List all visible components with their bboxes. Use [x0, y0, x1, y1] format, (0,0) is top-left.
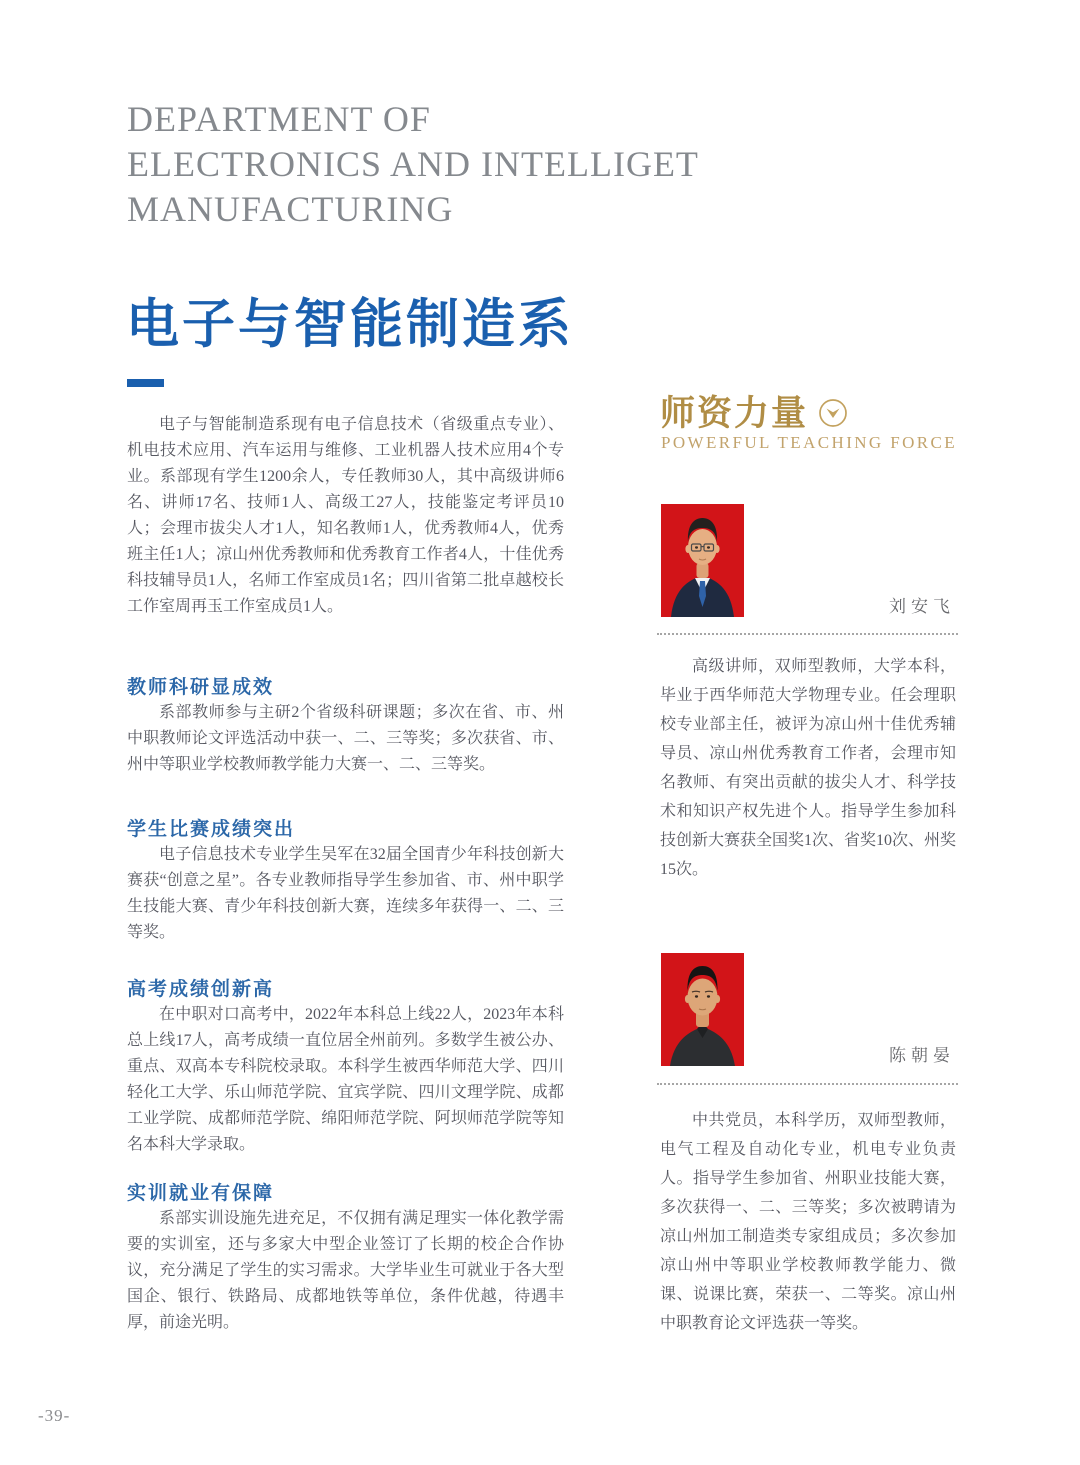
teacher-bio-chen-chaoyan: 中共党员，本科学历，双师型教师，电气工程及自动化专业，机电专业负责人。指导学生参加省、州职业技能大赛，多次获得一、二、三等奖；多次被聘请为凉山州加工制造类专家组成员；多次参加凉山州中等职业学校教师教学能力、微课、说课比赛，荣获一、二等奖。凉山州中职教育论文评选获一等奖。 — [660, 1112, 956, 1332]
department-title-en-line1: DEPARTMENT OF — [127, 99, 431, 139]
faculty-heading-zh: 师资力量 — [660, 394, 809, 433]
teacher-name-chen-chaoyan: 陈朝晏 — [889, 1046, 955, 1065]
section-body-research: 系部教师参与主研2个省级科研课题；多次在省、市、州中职教师论文评选活动中获一、二、三等奖；多次获省、市、州中等职业学校教师教学能力大赛一、二、三等奖。 — [127, 704, 564, 773]
section-body-exam: 在中职对口高考中，2022年本科总上线22人，2023年本科总上线17人，高考成绩一直位居全州前列。多数学生被公办、重点、双高本专科院校录取。本科学生被西华师范大学、四川轻化工大学、乐山师范学院、宜宾学院、四川文理学院、成都工业学院、成都师范学院、绵阳师范学院、阿坝师范学院等知名本科大学录取。 — [127, 1006, 564, 1153]
department-title-en-line2: ELECTRONICS AND INTELLIGET — [127, 144, 699, 184]
page-number: -39- — [38, 1406, 71, 1425]
section-body-competition: 电子信息技术专业学生吴军在32届全国青少年科技创新大赛获“创意之星”。各专业教师指导学生参加省、市、州中职学生技能大赛、青少年科技创新大赛，连续多年获得一、二、三等奖。 — [127, 846, 564, 941]
title-dash-divider — [127, 379, 164, 387]
faculty-heading — [660, 386, 980, 436]
section-heading-employment: 实训就业有保障 — [127, 1183, 275, 1204]
circle-chevron-down-icon — [818, 398, 848, 428]
section-heading-research: 教师科研显成效 — [127, 677, 275, 698]
teacher-name-liu-anfei: 刘安飞 — [889, 597, 955, 616]
department-title-en — [127, 97, 827, 232]
dotted-divider — [657, 633, 958, 635]
section-body-employment: 系部实训设施先进充足，不仅拥有满足理实一体化教学需要的实训室，还与多家大中型企业签订了长期的校企合作协议，充分满足了学生的实习需求。大学毕业生可就业于各大型国企、银行、铁路局、成都地铁等单位，条件优越，待遇丰厚，前途光明。 — [127, 1210, 564, 1331]
dotted-divider — [657, 1083, 958, 1085]
section-heading-competition: 学生比赛成绩突出 — [127, 819, 296, 840]
faculty-heading-en: POWERFUL TEACHING FORCE — [661, 433, 958, 452]
intro-paragraph: 电子与智能制造系现有电子信息技术（省级重点专业）、机电技术应用、汽车运用与维修、工业机器人技术应用4个专业。系部现有学生1200余人，专任教师30人，其中高级讲师6名、讲师17名、技师1人、高级工27人，技能鉴定考评员10人；会理市拔尖人才1人，知名教师1人，优秀教师4人，优秀班主任1人；凉山州优秀教师和优秀教育工作者4人，十佳优秀科技辅导员1人，名师工作室成员1名；四川省第二批卓越校长工作室周再玉工作室成员1人。 — [127, 416, 564, 615]
section-heading-exam: 高考成绩创新高 — [127, 979, 275, 1000]
teacher-bio-liu-anfei: 高级讲师，双师型教师，大学本科，毕业于西华师范大学物理专业。任会理职校专业部主任，被评为凉山州十佳优秀辅导员、凉山州优秀教育工作者，会理市知名教师、有突出贡献的拔尖人才、科学技术和知识产权先进个人。指导学生参加科技创新大赛获全国奖1次、省奖10次、州奖15次。 — [660, 658, 957, 878]
department-title-zh: 电子与智能制造系 — [126, 296, 574, 354]
department-title-en-line3: MANUFACTURING — [127, 189, 454, 229]
